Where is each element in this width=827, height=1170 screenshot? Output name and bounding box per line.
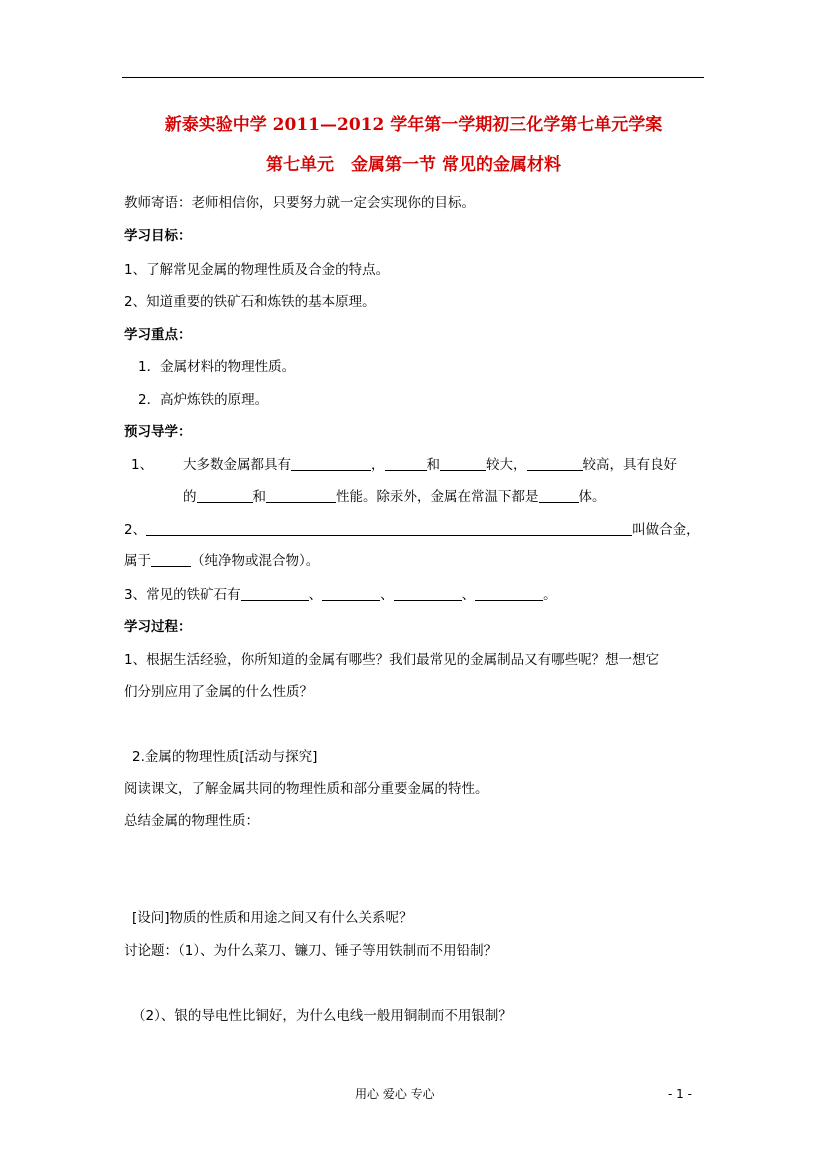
focus-heading: 学习重点： <box>124 327 192 343</box>
q2-number: 2、 <box>124 522 147 538</box>
process-2-reading: 阅读课文，了解金属共同的物理性质和部分重要金属的特性。 <box>124 781 489 797</box>
q1-text-h: 性能。除汞外，金属在常温下都是 <box>336 489 539 505</box>
focus-1: 1．金属材料的物理性质。 <box>138 359 296 375</box>
fill-blank[interactable] <box>527 456 583 471</box>
discussion-2: （2）、银的导电性比铜好，为什么电线一般用铜制而不用银制？ <box>132 1008 512 1024</box>
q3-text: 3、常见的铁矿石有 <box>124 587 241 603</box>
q1-text-d: 较大， <box>486 457 527 473</box>
question-2-line-2 <box>124 552 319 570</box>
fill-blank[interactable] <box>241 586 309 601</box>
q3-sep: 、 <box>380 587 394 603</box>
process-2-summary: 总结金属的物理性质： <box>124 813 259 829</box>
q2-text-b: （纯净物或混合物）。 <box>191 553 320 569</box>
goal-2: 2、知道重要的铁矿石和炼铁的基本原理。 <box>124 294 376 310</box>
q2-text-a: 属于 <box>124 553 151 569</box>
document-title: 新泰实验中学 2011—2012 学年第一学期初三化学第七单元学案 <box>164 115 663 135</box>
q2-tail: 叫做合金， <box>632 522 700 538</box>
q3-sep: 、 <box>308 587 323 603</box>
footer-motto: 用心 爱心 专心 <box>355 1087 435 1101</box>
fill-blank[interactable] <box>539 488 579 503</box>
question-1-line-1 <box>183 456 677 474</box>
q1-text-c: 和 <box>426 457 440 473</box>
discussion-1: 讨论题：（1）、为什么菜刀、镰刀、锤子等用铁制而不用铅制？ <box>124 943 498 959</box>
header-rule <box>122 77 704 78</box>
teacher-note: 教师寄语：老师相信你，只要努力就一定会实现你的目标。 <box>124 195 475 211</box>
question-2-line-1 <box>124 521 700 539</box>
fill-blank[interactable] <box>266 488 336 503</box>
fill-blank[interactable] <box>291 456 371 471</box>
q1-text-f: 的 <box>183 489 197 505</box>
page-number: - 1 - <box>668 1087 692 1101</box>
fill-blank[interactable] <box>197 488 253 503</box>
goals-heading: 学习目标： <box>124 228 192 244</box>
q3-end: 。 <box>543 587 557 603</box>
fill-blank[interactable] <box>440 456 486 471</box>
q1-text-a: 大多数金属都具有 <box>183 457 291 473</box>
fill-blank[interactable] <box>151 552 191 567</box>
q1-number: 1、 <box>131 457 154 473</box>
q3-sep: 、 <box>461 587 476 603</box>
question-prompt: [设问]物质的性质和用途之间又有什么关系呢？ <box>132 910 413 926</box>
fill-blank[interactable] <box>475 586 543 601</box>
process-2-title: 2.金属的物理性质[活动与探究] <box>132 749 318 765</box>
preview-heading: 预习导学： <box>124 424 192 440</box>
fill-blank[interactable] <box>394 586 462 601</box>
fill-blank[interactable] <box>146 521 632 536</box>
question-1-line-2 <box>183 488 606 506</box>
question-3 <box>124 586 557 604</box>
q1-text-g: 和 <box>252 489 266 505</box>
fill-blank[interactable] <box>385 456 427 471</box>
process-1-line-2: 们分别应用了金属的什么性质？ <box>124 684 313 700</box>
process-1-line-1: 1、根据生活经验，你所知道的金属有哪些？我们最常见的金属制品又有哪些呢？想一想它 <box>124 652 660 668</box>
q1-text-i: 体。 <box>578 489 606 505</box>
document-subtitle: 第七单元 金属第一节 常见的金属材料 <box>266 155 561 175</box>
goal-1: 1、了解常见金属的物理性质及合金的特点。 <box>124 262 390 278</box>
process-heading: 学习过程： <box>124 619 192 635</box>
fill-blank[interactable] <box>322 586 380 601</box>
q1-text-e: 较高，具有良好 <box>582 457 677 473</box>
q1-text-b: ， <box>371 457 385 473</box>
focus-2: 2．高炉炼铁的原理。 <box>138 392 269 408</box>
